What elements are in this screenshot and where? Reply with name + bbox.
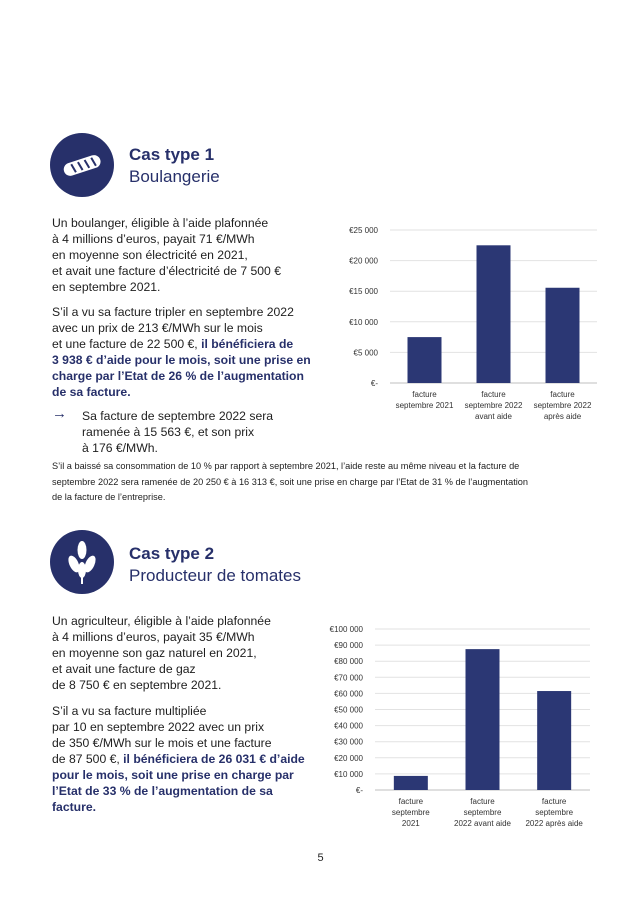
text-line: à 4 millions d’euros, payait 35 €/MWh bbox=[52, 630, 255, 644]
text-line: septembre 2022 sera ramenée de 20 250 € à 16 313 €, soit une prise en charge par l’Etat de 31 % de l’augmentation bbox=[52, 476, 529, 487]
y-tick-label: €25 000 bbox=[349, 226, 378, 235]
text-line: à 4 millions d’euros, payait 71 €/MWh bbox=[52, 232, 255, 246]
text-line: de la facture de l’entreprise. bbox=[52, 492, 166, 502]
text-line: ramenée à 15 563 €, et son prix bbox=[82, 425, 255, 439]
case1-name: Boulangerie bbox=[129, 167, 220, 186]
x-tick-label: facture septembre 2021 bbox=[391, 797, 430, 828]
bold-text: 3 938 € d’aide pour le mois, soit une prise en bbox=[52, 353, 311, 367]
y-tick-label: €90 000 bbox=[334, 641, 363, 651]
case1-note bbox=[52, 459, 597, 506]
text-line: à 176 €/MWh. bbox=[82, 441, 158, 455]
text-line: et avait une facture de gaz bbox=[52, 662, 196, 676]
text-line: S’il a vu sa facture multipliée bbox=[52, 704, 207, 718]
text-line: de 350 €/MWh sur le mois et une facture bbox=[52, 736, 272, 750]
text-line: Sa facture de septembre 2022 sera bbox=[82, 409, 274, 423]
y-tick-label: €- bbox=[355, 786, 363, 795]
y-tick-label: €20 000 bbox=[349, 256, 378, 266]
y-tick-label: €80 000 bbox=[334, 657, 363, 667]
y-tick-label: €20 000 bbox=[334, 753, 363, 763]
text-line: et une facture de 22 500 €, bbox=[52, 337, 202, 351]
y-tick-label: €10 000 bbox=[334, 769, 363, 779]
text-line: S’il a baissé sa consommation de 10 % par rapport à septembre 2021, l’aide reste au même niveau et la facture de bbox=[52, 461, 520, 471]
case2-label: Cas type 2 bbox=[129, 544, 215, 563]
y-tick-label: €100 000 bbox=[329, 625, 363, 634]
case2-name: Producteur de tomates bbox=[129, 566, 301, 585]
case1-result bbox=[82, 408, 273, 456]
bar bbox=[466, 649, 500, 790]
page-number: 5 bbox=[317, 852, 324, 864]
y-tick-label: €70 000 bbox=[334, 673, 363, 683]
case1-scenario bbox=[52, 304, 311, 400]
case1-heading bbox=[129, 144, 220, 188]
y-tick-label: €30 000 bbox=[334, 737, 363, 747]
x-tick-label: facture septembre 2021 bbox=[395, 390, 454, 410]
text-line: Un boulanger, éligible à l’aide plafonnée bbox=[52, 216, 269, 230]
bread-icon bbox=[50, 133, 114, 197]
bold-text: l’Etat de 33 % de l’augmentation de sa bbox=[52, 784, 273, 798]
bar bbox=[408, 337, 442, 383]
text-line: en septembre 2021. bbox=[52, 280, 161, 294]
text-line: de 8 750 € en septembre 2021. bbox=[52, 678, 222, 692]
case1-bar-chart bbox=[335, 222, 605, 432]
case1-label: Cas type 1 bbox=[129, 145, 215, 164]
case2-intro bbox=[52, 613, 271, 693]
bar bbox=[537, 691, 571, 790]
x-tick-label: facture septembre 2022 avant aide bbox=[454, 797, 511, 828]
y-tick-label: €10 000 bbox=[349, 317, 378, 327]
text-line: Un agriculteur, éligible à l’aide plafonnée bbox=[52, 614, 271, 628]
text-line: avec un prix de 213 €/MWh sur le mois bbox=[52, 321, 263, 335]
y-tick-label: €60 000 bbox=[334, 689, 363, 699]
y-tick-label: €5 000 bbox=[353, 348, 378, 358]
case1-intro bbox=[52, 215, 281, 295]
text-line: de 87 500 €, bbox=[52, 752, 124, 766]
bold-text: pour le mois, soit une prise en charge par bbox=[52, 768, 294, 782]
text-line: en moyenne son électricité en 2021, bbox=[52, 248, 248, 262]
x-tick-label: facture septembre 2022 après aide bbox=[525, 797, 583, 828]
text-line: et avait une facture d’électricité de 7 500 € bbox=[52, 264, 281, 278]
case2-heading bbox=[129, 543, 301, 587]
text-line: par 10 en septembre 2022 avec un prix bbox=[52, 720, 265, 734]
x-tick-label: facture septembre 2022 après aide bbox=[533, 390, 592, 421]
y-tick-label: €40 000 bbox=[334, 721, 363, 731]
y-tick-label: €- bbox=[370, 379, 378, 388]
text-line: en moyenne son gaz naturel en 2021, bbox=[52, 646, 257, 660]
case2-bar-chart bbox=[320, 622, 595, 837]
bold-text: facture. bbox=[52, 800, 97, 814]
bar bbox=[546, 288, 580, 383]
bold-text: il bénéficiera de bbox=[201, 337, 294, 351]
y-tick-label: €15 000 bbox=[349, 287, 378, 297]
y-tick-label: €50 000 bbox=[334, 705, 363, 715]
bar bbox=[394, 776, 428, 790]
bold-text: charge par l’Etat de 26 % de l’augmentation bbox=[52, 369, 304, 383]
x-tick-label: facture septembre 2022 avant aide bbox=[464, 390, 523, 421]
wheat-icon bbox=[50, 530, 114, 594]
bar bbox=[477, 245, 511, 383]
case2-scenario bbox=[52, 703, 305, 815]
bold-text: il bénéficiera de 26 031 € d’aide bbox=[123, 752, 305, 766]
bold-text: de sa facture. bbox=[52, 385, 131, 399]
arrow-right-icon: → bbox=[52, 405, 67, 422]
text-line: S’il a vu sa facture tripler en septembre 2022 bbox=[52, 305, 294, 319]
